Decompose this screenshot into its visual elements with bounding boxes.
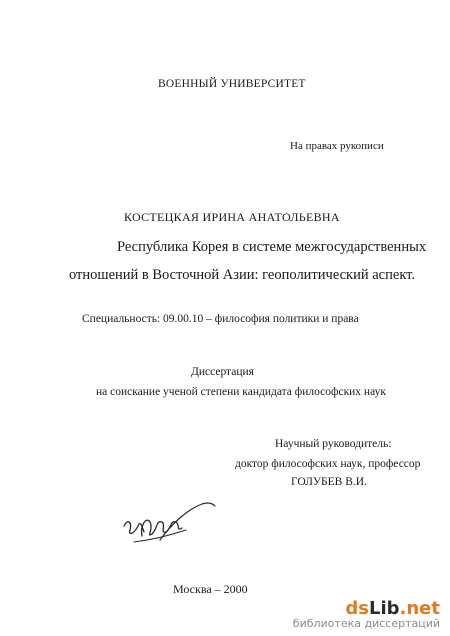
watermark-logo-part2: Lib <box>369 597 400 619</box>
work-type: Диссертация <box>191 366 254 378</box>
university-name: ВОЕННЫЙ УНИВЕРСИТЕТ <box>158 78 306 90</box>
advisor-label: Научный руководитель: <box>275 438 392 450</box>
watermark-logo-part3: .net <box>399 597 440 619</box>
specialty-code: Специальность: 09.00.10 – философия политики и права <box>82 313 359 325</box>
advisor-name: ГОЛУБЕВ В.И. <box>291 476 367 488</box>
watermark <box>292 597 440 630</box>
thesis-title-line-1: Республика Корея в системе межгосударственных <box>117 239 427 255</box>
watermark-logo <box>293 597 440 619</box>
manuscript-note: На правах рукописи <box>290 140 384 152</box>
watermark-subtitle: библиотека диссертаций <box>292 616 440 630</box>
city-year: Москва – 2000 <box>173 582 248 596</box>
advisor-rank: доктор философских наук, профессор <box>235 458 421 470</box>
handwritten-signature <box>120 496 220 551</box>
thesis-title-line-2: отношений в Восточной Азии: геополитический аспект. <box>69 267 416 283</box>
degree-description: на соискание ученой степени кандидата философских наук <box>96 386 386 398</box>
author-name: КОСТЕЦКАЯ ИРИНА АНАТОЛЬЕВНА <box>124 210 340 224</box>
watermark-logo-part1: ds <box>345 597 369 619</box>
